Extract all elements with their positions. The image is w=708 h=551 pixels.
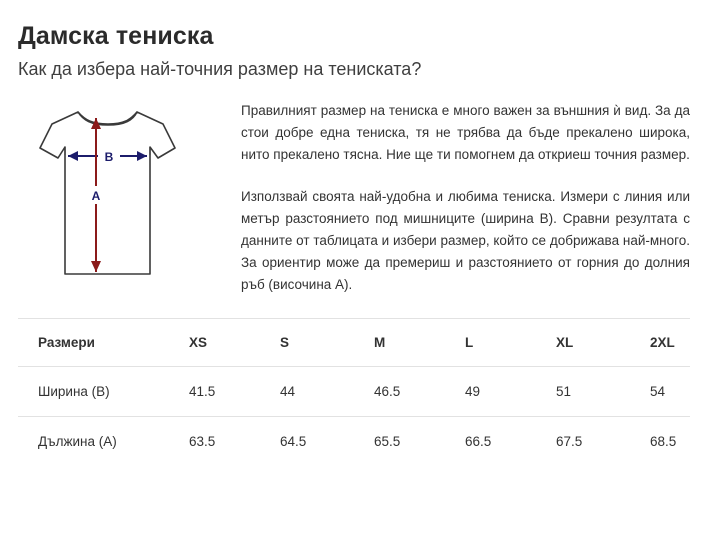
cell-length-xs: 63.5 <box>189 434 216 450</box>
row-label-width: Ширина (B) <box>18 367 189 417</box>
paragraph-2: Използвай своята най-удобна и любима тениска. Измери с линия или метър разстоянието под мишниците (ширина B). Сравни резултата с данните от таблицата и избери размер, който се добрижава най-много. За ориентир може да премериш и разстоянието от горния до долния ръб (височина A). <box>241 189 690 293</box>
cell-length-s: 64.5 <box>280 434 307 450</box>
cell-width-2xl: 54 <box>650 367 690 417</box>
header-measure: Размери <box>18 319 189 367</box>
size-table <box>18 318 690 466</box>
page-title: Дамска тениска <box>18 22 214 50</box>
height-label: A <box>91 189 101 204</box>
cell-width-xl: 51 <box>556 367 650 417</box>
cell-width-xs: 41.5 <box>189 367 280 417</box>
paragraph-1: Правилният размер на тениска е много важен за външния ѝ вид. За да стои добре една тениска, тя не трябва да бъде прекалено широка, нито прекалено тясна. Ние ще ти помогнем да откриеш точния размер. <box>241 103 690 163</box>
table-row <box>18 417 690 467</box>
table-row <box>18 367 690 417</box>
tshirt-diagram <box>18 98 223 288</box>
header-size-l: L <box>465 319 556 367</box>
row-label-length: Дължина (A) <box>38 434 117 450</box>
header-size-2xl: 2XL <box>650 319 690 367</box>
header-size-m: M <box>374 319 465 367</box>
width-label: B <box>104 150 114 165</box>
table-header-row <box>18 319 690 367</box>
cell-width-s: 44 <box>280 367 374 417</box>
header-size-xl: XL <box>556 319 650 367</box>
cell-length-xl: 67.5 <box>556 434 583 450</box>
page-subtitle: Как да избера най-точния размер на тениската? <box>18 58 422 79</box>
cell-length-l: 66.5 <box>465 434 492 450</box>
cell-width-l: 49 <box>465 367 556 417</box>
size-table-body <box>18 367 690 467</box>
cell-width-m: 46.5 <box>374 367 465 417</box>
size-table-wrapper <box>18 318 690 466</box>
cell-length-2xl: 68.5 <box>650 434 677 450</box>
intro-section <box>18 98 690 296</box>
cell-length-m: 65.5 <box>374 434 401 450</box>
size-table-head <box>18 319 690 367</box>
header-size-s: S <box>280 319 374 367</box>
size-guide-page <box>0 22 708 551</box>
tshirt-diagram-svg <box>18 98 223 288</box>
description-text <box>223 98 690 296</box>
header-size-xs: XS <box>189 319 280 367</box>
